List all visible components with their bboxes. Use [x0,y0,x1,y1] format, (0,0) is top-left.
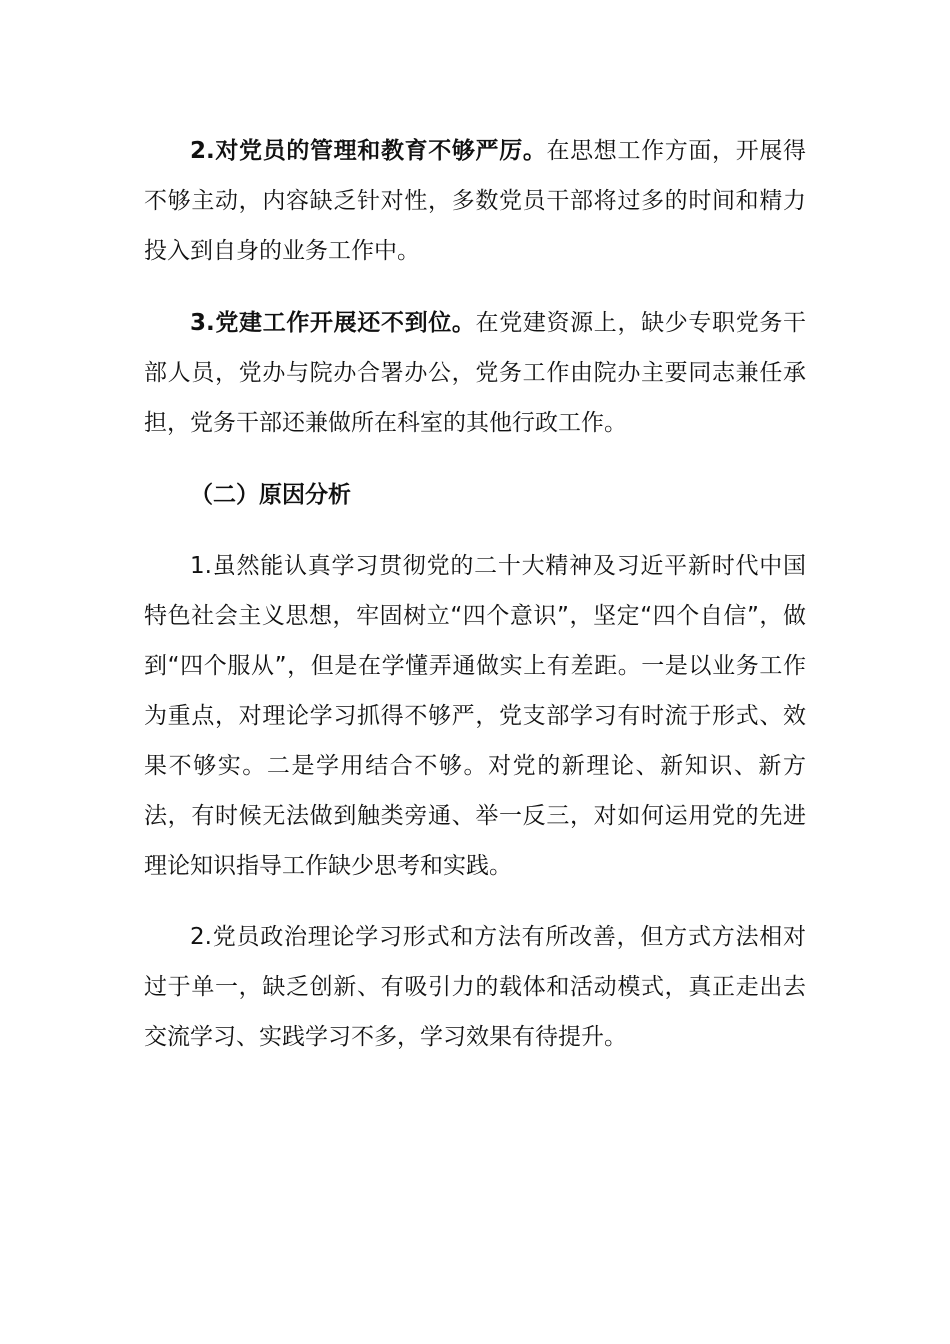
paragraph-text: 在思想工作方面，开展得不够主动，内容缺乏针对性，多数党员干部将过多的时间和精力投入到自身的业务工作中。 [144,138,807,264]
paragraph-text: 在党建资源上，缺少专职党务干部人员，党办与院办合署办公，党务工作由院办主要同志兼任承担，党务干部还兼做所在科室的其他行政工作。 [144,310,806,436]
paragraph-lead: 3.党建工作开展还不到位。 [190,310,476,336]
paragraph-member-management [144,126,806,276]
paragraph-party-building [144,298,806,448]
analysis-paragraph-1: 1.虽然能认真学习贯彻党的二十大精神及习近平新时代中国特色社会主义思想，牢固树立“四个意识”，坚定“四个自信”，做到“四个服从”，但是在学懂弄通做实上有差距。一是以业务工作为重点，对理论学习抓得不够严，党支部学习有时流于形式、效果不够实。二是学用结合不够。对党的新理论、新知识、新方法，有时候无法做到触类旁通、举一反三，对如何运用党的先进理论知识指导工作缺少思考和实践。 [144,553,806,879]
analysis-paragraph-2: 2.党员政治理论学习形式和方法有所改善，但方式方法相对过于单一，缺乏创新、有吸引力的载体和活动模式，真正走出去交流学习、实践学习不多，学习效果有待提升。 [144,924,806,1050]
paragraph-lead: 2.对党员的管理和教育不够严厉。 [190,138,547,164]
section-heading: （二）原因分析 [190,482,351,508]
